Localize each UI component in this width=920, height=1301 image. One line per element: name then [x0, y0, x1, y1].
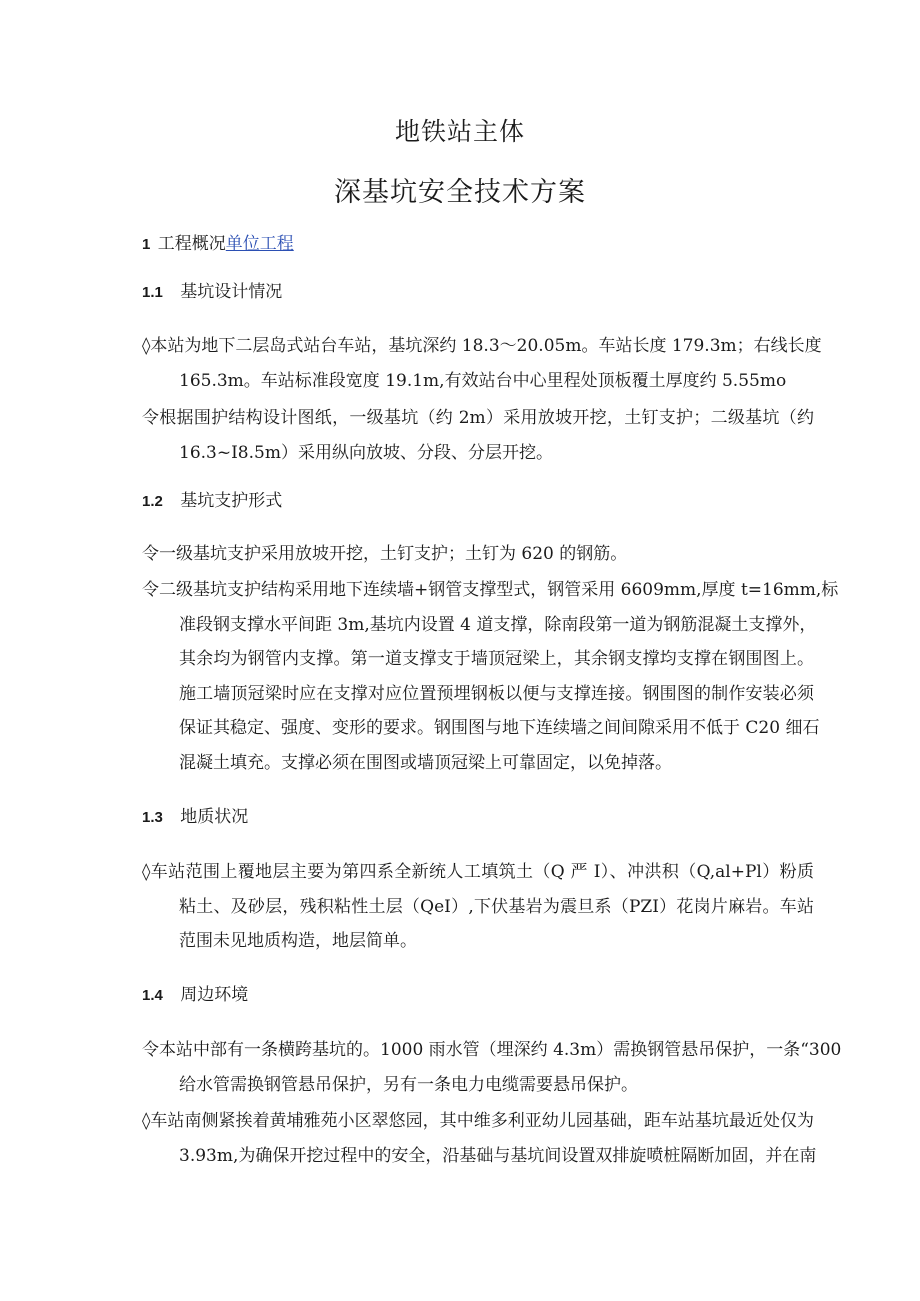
document-title-line-2: 深基坑安全技术方案	[334, 177, 586, 208]
paragraph-line: 粘土、及砂层，残积粘性土层（QeI）,下伏基岩为震旦系（PZI）花岗片麻岩。车站	[179, 896, 814, 917]
paragraph-1-1-b	[142, 401, 814, 470]
paragraph-line: 16.3~I8.5m）采用纵向放坡、分段、分层开挖。	[179, 442, 553, 463]
paragraph-1-1-a	[142, 329, 822, 398]
unit-project-link[interactable]: 单位工程	[225, 234, 294, 254]
paragraph-line: 165.3m。车站标准段宽度 19.1m,有效站台中心里程处顶板覆土厚度约 5.55mo	[179, 370, 787, 391]
section-label: 工程概况	[157, 234, 226, 254]
paragraph-line: 3.93m,为确保开挖过程中的安全，沿基础与基坑间设置双排旋喷桩隔断加固，并在南	[179, 1145, 817, 1166]
section-number: 1.3	[142, 809, 163, 826]
paragraph-line: 保证其稳定、强度、变形的要求。钢围图与地下连续墙之间间隙采用不低于 C20 细石	[179, 718, 820, 738]
section-number: 1.4	[142, 987, 163, 1004]
section-1-4-heading	[142, 980, 248, 1005]
section-1-2-heading	[142, 486, 282, 511]
section-1-heading	[142, 229, 294, 254]
paragraph-line: ◊本站为地下二层岛式站台车站，基坑深约 18.3～20.05m。车站长度 179.3m；右线长度	[142, 336, 822, 356]
paragraph-line: 令一级基坑支护采用放坡开挖，土钉支护；土钉为 620 的钢筋。	[142, 544, 628, 564]
paragraph-line: 令本站中部有一条横跨基坑的。1000 雨水管（埋深约 4.3m）需换钢管悬吊保护，一条“300	[142, 1040, 842, 1060]
paragraph-line: ◊车站南侧紧挨着黄埔雅苑小区翠悠园，其中维多利亚幼儿园基础，距车站基坑最近处仅为	[142, 1111, 814, 1131]
section-1-1-heading	[142, 277, 282, 302]
paragraph-1-4-a	[142, 1033, 842, 1102]
paragraph-line: 施工墙顶冠梁时应在支撑对应位置预埋钢板以便与支撑连接。钢围图的制作安装必须	[179, 683, 814, 704]
paragraph-1-4-b	[142, 1104, 817, 1173]
paragraph-line: 令根据围护结构设计图纸，一级基坑（约 2m）采用放坡开挖，土钉支护；二级基坑（约	[142, 408, 814, 428]
section-label: 地质状况	[180, 807, 249, 827]
paragraph-line: 其余均为钢管内支撑。第一道支撑支于墙顶冠梁上，其余钢支撑均支撑在钢围图上。	[179, 649, 814, 669]
document-title-line-1: 地铁站主体	[394, 117, 525, 146]
section-label: 基坑设计情况	[180, 282, 283, 302]
section-number: 1	[142, 236, 151, 253]
section-label: 基坑支护形式	[180, 491, 283, 511]
paragraph-line: 准段钢支撑水平间距 3m,基坑内设置 4 道支撑，除南段第一道为钢筋混凝土支撑外，	[179, 614, 817, 635]
paragraph-line: 令二级基坑支护结构采用地下连续墙+钢管支撑型式，钢管采用 6609mm,厚度 t=16mm,标	[142, 580, 839, 600]
paragraph-1-2-a	[142, 537, 814, 572]
section-number: 1.2	[142, 493, 163, 510]
section-label: 周边环境	[180, 985, 249, 1005]
paragraph-line: ◊车站范围上覆地层主要为第四系全新统人工填筑土（Q 严 I）、冲洪积（Q,al+Pl）粉质	[142, 862, 814, 882]
paragraph-line: 给水管需换钢管悬吊保护，另有一条电力电缆需要悬吊保护。	[179, 1074, 638, 1095]
section-number: 1.1	[142, 284, 163, 301]
section-1-3-heading	[142, 802, 248, 827]
paragraph-1-2-b	[142, 573, 839, 780]
paragraph-line: 混凝土填充。支撑必须在围图或墙顶冠梁上可靠固定，以免掉落。	[179, 752, 672, 773]
paragraph-1-3-a	[142, 855, 814, 959]
paragraph-line: 范围未见地质构造，地层简单。	[179, 931, 417, 951]
